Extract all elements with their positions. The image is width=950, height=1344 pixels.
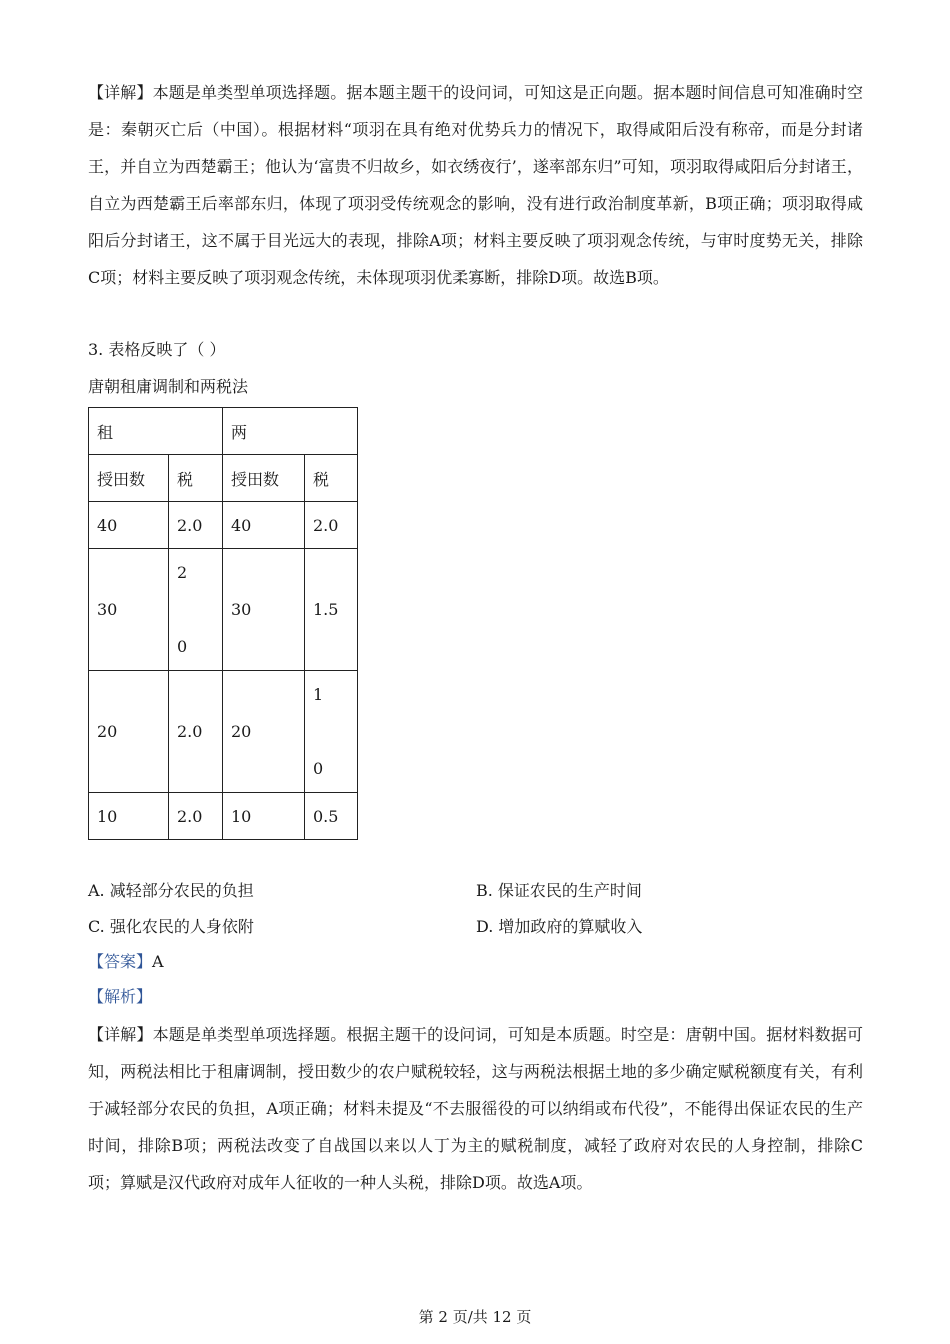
question-stem: 3. 表格反映了（ ）	[88, 340, 226, 359]
table-cell: 20	[223, 671, 305, 793]
option-a: A. 减轻部分农民的负担	[88, 881, 254, 900]
col-header-tax-right: 税	[305, 455, 358, 502]
table-cell: 10	[89, 793, 169, 840]
group-header-right: 两	[223, 408, 358, 455]
answer-line	[88, 951, 164, 973]
table-cell: 2.0	[169, 502, 223, 549]
table-cell: 10	[223, 793, 305, 840]
stacked-digit: 2	[177, 563, 188, 582]
stacked-digit: 0	[177, 637, 188, 656]
detail-label: 【详解】	[88, 83, 153, 102]
option-b: B. 保证农民的生产时间	[476, 881, 642, 900]
table-cell: 2.0	[305, 502, 358, 549]
option-d: D. 增加政府的算赋收入	[476, 917, 643, 936]
table-cell: 1.5	[305, 549, 358, 671]
page-footer: 第 2 页/共 12 页	[418, 1308, 532, 1326]
tax-comparison-table	[88, 407, 358, 840]
stacked-digit: 1	[313, 685, 324, 704]
answer-label: 【答案】	[88, 952, 153, 971]
table-cell: 30	[223, 549, 305, 671]
detail-paragraph-2	[88, 1016, 863, 1201]
detail-paragraph-1	[88, 74, 863, 296]
table-column-header-row	[89, 455, 358, 502]
stacked-digit: 0	[313, 759, 324, 778]
table-cell-stacked	[169, 549, 223, 671]
answer-value: A	[152, 952, 164, 971]
table-row	[89, 502, 358, 549]
group-header-left: 租	[89, 408, 223, 455]
detail-text: 本题是单类型单项选择题。据本题主题干的设问词，可知这是正向题。据本题时间信息可知准确时空是：秦朝灭亡后（中国）。根据材料“项羽在具有绝对优势兵力的情况下，取得咸阳后没有称帝，而是分封诸王，并自立为西楚霸王；他认为‘富贵不归故乡，如衣绣夜行’，遂率部东归”可知，项羽取得咸阳后分封诸王，自立为西楚霸王后率部东归，体现了项羽受传统观念的影响，没有进行政治制度革新，B项正确；项羽取得咸阳后分封诸王，这不属于目光远大的表现，排除A项；材料主要反映了项羽观念传统，与审时度势无关，排除C项；材料主要反映了项羽观念传统，未体现项羽优柔寡断，排除D项。故选B项。	[88, 83, 863, 287]
table-cell: 40	[89, 502, 169, 549]
table-caption: 唐朝租庸调制和两税法	[88, 377, 249, 396]
table-cell: 0.5	[305, 793, 358, 840]
analysis-label: 【解析】	[88, 987, 153, 1006]
table-row	[89, 793, 358, 840]
detail-text: 本题是单类型单项选择题。根据主题干的设问词，可知是本质题。时空是：唐朝中国。据材料数据可知，两税法相比于租庸调制，授田数少的农户赋税较轻，这与两税法根据土地的多少确定赋税额度有关，有利于减轻部分农民的负担，A项正确；材料未提及“不去服徭役的可以纳绢或布代役”，不能得出保证农民的生产时间，排除B项；两税法改变了自战国以来以人丁为主的赋税制度，减轻了政府对农民的人身控制，排除C项；算赋是汉代政府对成年人征收的一种人头税，排除D项。故选A项。	[88, 1025, 863, 1192]
col-header-land-left: 授田数	[89, 455, 169, 502]
col-header-tax-left: 税	[169, 455, 223, 502]
table-row	[89, 671, 358, 793]
detail-label: 【详解】	[88, 1025, 153, 1044]
table-group-header-row	[89, 408, 358, 455]
table-cell: 40	[223, 502, 305, 549]
option-c: C. 强化农民的人身依附	[88, 917, 254, 936]
table-cell: 30	[89, 549, 169, 671]
table-cell-stacked	[305, 671, 358, 793]
table-cell: 2.0	[169, 793, 223, 840]
table-cell: 2.0	[169, 671, 223, 793]
col-header-land-right: 授田数	[223, 455, 305, 502]
table-cell: 20	[89, 671, 169, 793]
table-row	[89, 549, 358, 671]
